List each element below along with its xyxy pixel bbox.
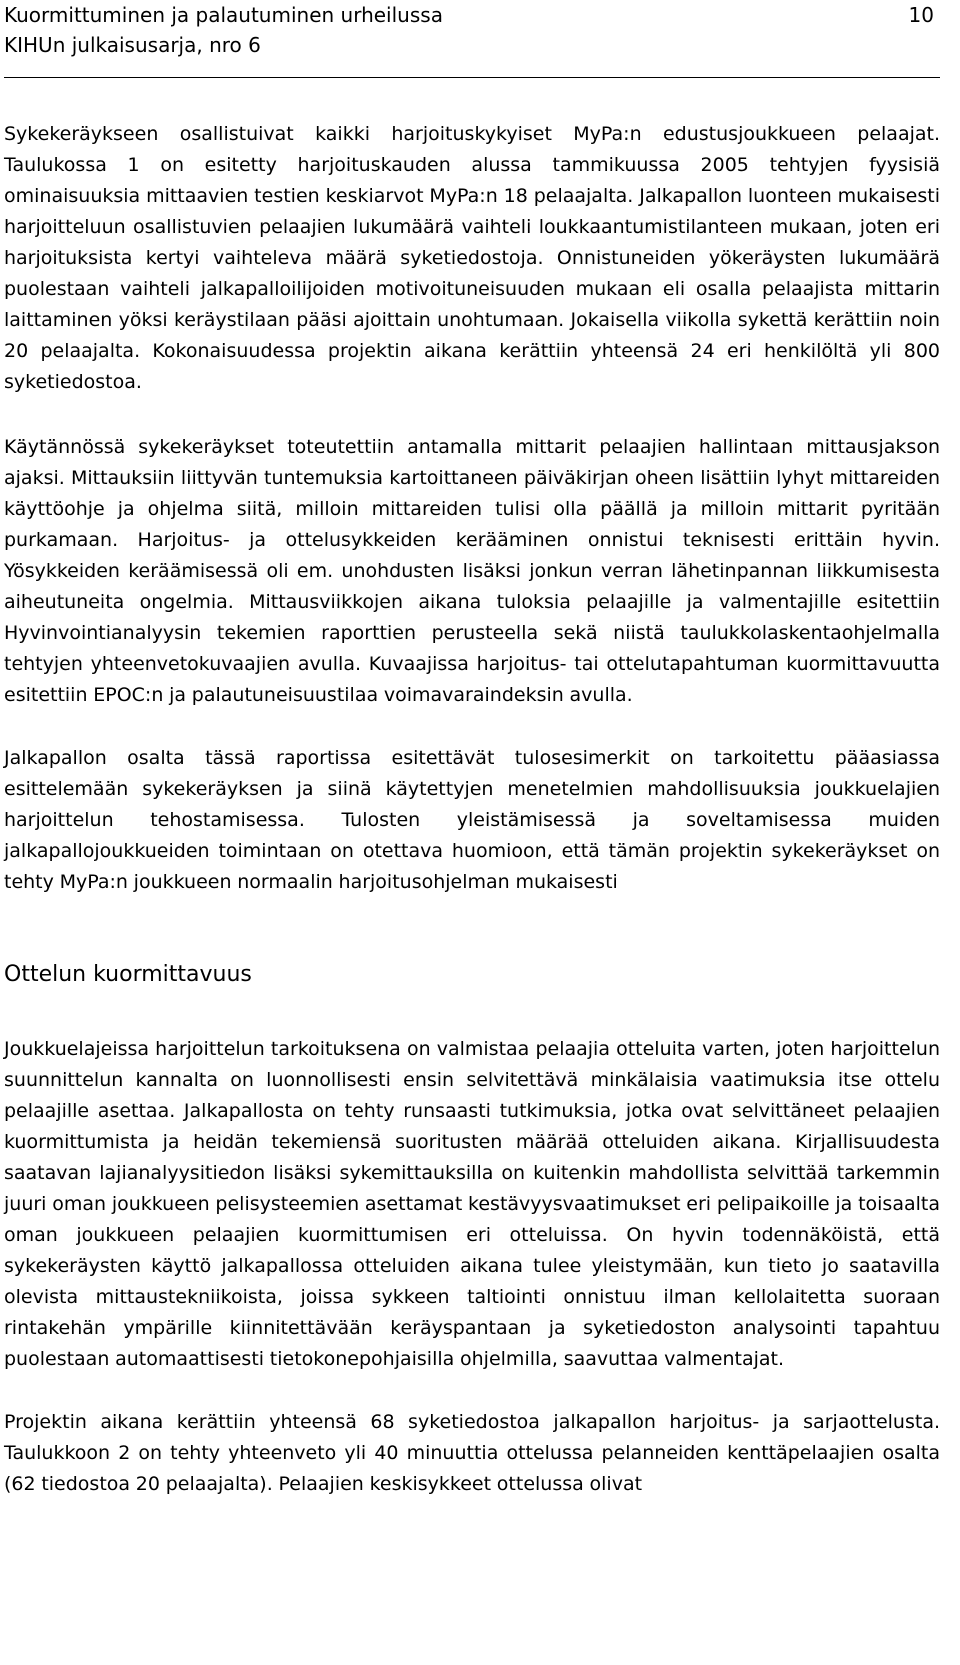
header-series: KIHUn julkaisusarja, nro 6 [4,33,261,57]
paragraph-report-purpose: Jalkapallon osalta tässä raportissa esitettävät tulosesimerkit on tarkoitettu pääasiassa esittelemään sykekeräyksen ja siinä käytettyjen menetelmien mahdollisuuksia joukkuelajien harjoittelun tehostamisessa. Tulosten yleistämisessä ja soveltamisessa muiden jalkapallojoukkueiden toimintaan on otettava huomioon, että tämän projektin sykekeräykset on tehty MyPa:n joukkueen normaalin harjoitusohjelman mukaisesti [4,747,940,893]
paragraph-project-files: Projektin aikana kerättiin yhteensä 68 syketiedostoa jalkapallon harjoitus- ja sarjaottelusta. Taulukkoon 2 on tehty yhteenveto yli 40 minuuttia ottelussa pelanneiden kenttäpelaajien osalta (62 tiedostoa 20 pelaajalta). Pelaajien keskisykkeet ottelussa olivat [4,1411,940,1495]
paragraph-measurement-practice: Käytännössä sykekeräykset toteutettiin antamalla mittarit pelaajien hallintaan mittausjakson ajaksi. Mittauksiin liittyvän tuntemuksia kartoittaneen päiväkirjan oheen lisättiin lyhyt mittareiden käyttöohje ja ohjelma siitä, milloin mittareiden tulisi olla päällä ja milloin mittarit pyritään purkamaan. Harjoitus- ja ottelusykkeiden kerääminen onnistui teknisesti erittäin hyvin. Yösykkeiden keräämisessä oli em. unohdusten lisäksi jonkun verran lähetinpannan liikkumisesta aiheutuneita ongelmia. Mittausviikkojen aikana tuloksia pelaajille ja valmentajille esitettiin Hyvinvointianalyysin tekemien raporttien perusteella sekä niistä taulukkolaskentaohjelmalla tehtyjen yhteenvetokuvaajien avulla. Kuvaajissa harjoitus- tai ottelutapahtuman kuormittavuutta esitettiin EPOC:n ja palautuneisuustilaa voimavaraindeksin avulla. [4,436,940,706]
page-number: 10 [908,3,934,27]
header-title: Kuormittuminen ja palautuminen urheilussa [4,3,443,27]
section-heading: Ottelun kuormittavuus [4,962,252,987]
header-divider [4,77,940,78]
body-text [4,119,940,1500]
paragraph-data-collection: Sykekeräykseen osallistuivat kaikki harjoituskykyiset MyPa:n edustusjoukkueen pelaajat. Taulukossa 1 on esitetty harjoituskauden alussa tammikuussa 2005 tehtyjen fyysisiä ominaisuuksia mittaavien testien keskiarvot MyPa:n 18 pelaajalta. Jalkapallon luonteen mukaisesti harjoitteluun osallistuvien pelaajien lukumäärä vaihteli loukkaantumistilanteen mukaan, joten eri harjoituksista kertyi vaihteleva määrä syketiedostoja. Onnistuneiden yökeräysten lukumäärä puolestaan vaihteli jalkapalloilijoiden motivoituneisuuden mukaan eli osalla pelaajista mittarin laittaminen yöksi keräystilaan pääsi ajoittain unohtumaan. Jokaisella viikolla sykettä kerättiin noin 20 pelaajalta. Kokonaisuudessa projektin aikana kerättiin yhteensä 24 eri henkilöltä yli 800 syketiedostoa. [4,123,940,393]
paragraph-match-load: Joukkuelajeissa harjoittelun tarkoituksena on valmistaa pelaajia otteluita varten, joten harjoittelun suunnittelun kannalta on luonnollisesti ensin selvitettävä minkälaisia vaatimuksia itse ottelu pelaajille asettaa. Jalkapallosta on tehty runsaasti tutkimuksia, jotka ovat selvittäneet pelaajien kuormittumista ja heidän tekemiensä suoritusten määrää otteluiden aikana. Kirjallisuudesta saatavan lajianalyysitiedon lisäksi sykemittauksilla on kuitenkin mahdollista selvittää tarkemmin juuri oman joukkueen pelisysteemien asettamat kestävyysvaatimukset eri pelipaikoille ja toisaalta oman joukkueen pelaajien kuormittumisen eri otteluissa. On hyvin todennäköistä, että sykekeräysten käyttö jalkapallossa otteluiden aikana tulee yleistymään, kun tieto jo saatavilla olevista mittaustekniikoista, joissa sykkeen taltiointi onnistuu ilman kellolaitetta suoraan rintakehän ympärille kiinnitettävään keräyspantaan ja syketiedoston analysointi tapahtuu puolestaan automaattisesti tietokonepohjaisilla ohjelmilla, saavuttaa valmentajat. [4,1038,940,1370]
running-header [4,0,940,66]
